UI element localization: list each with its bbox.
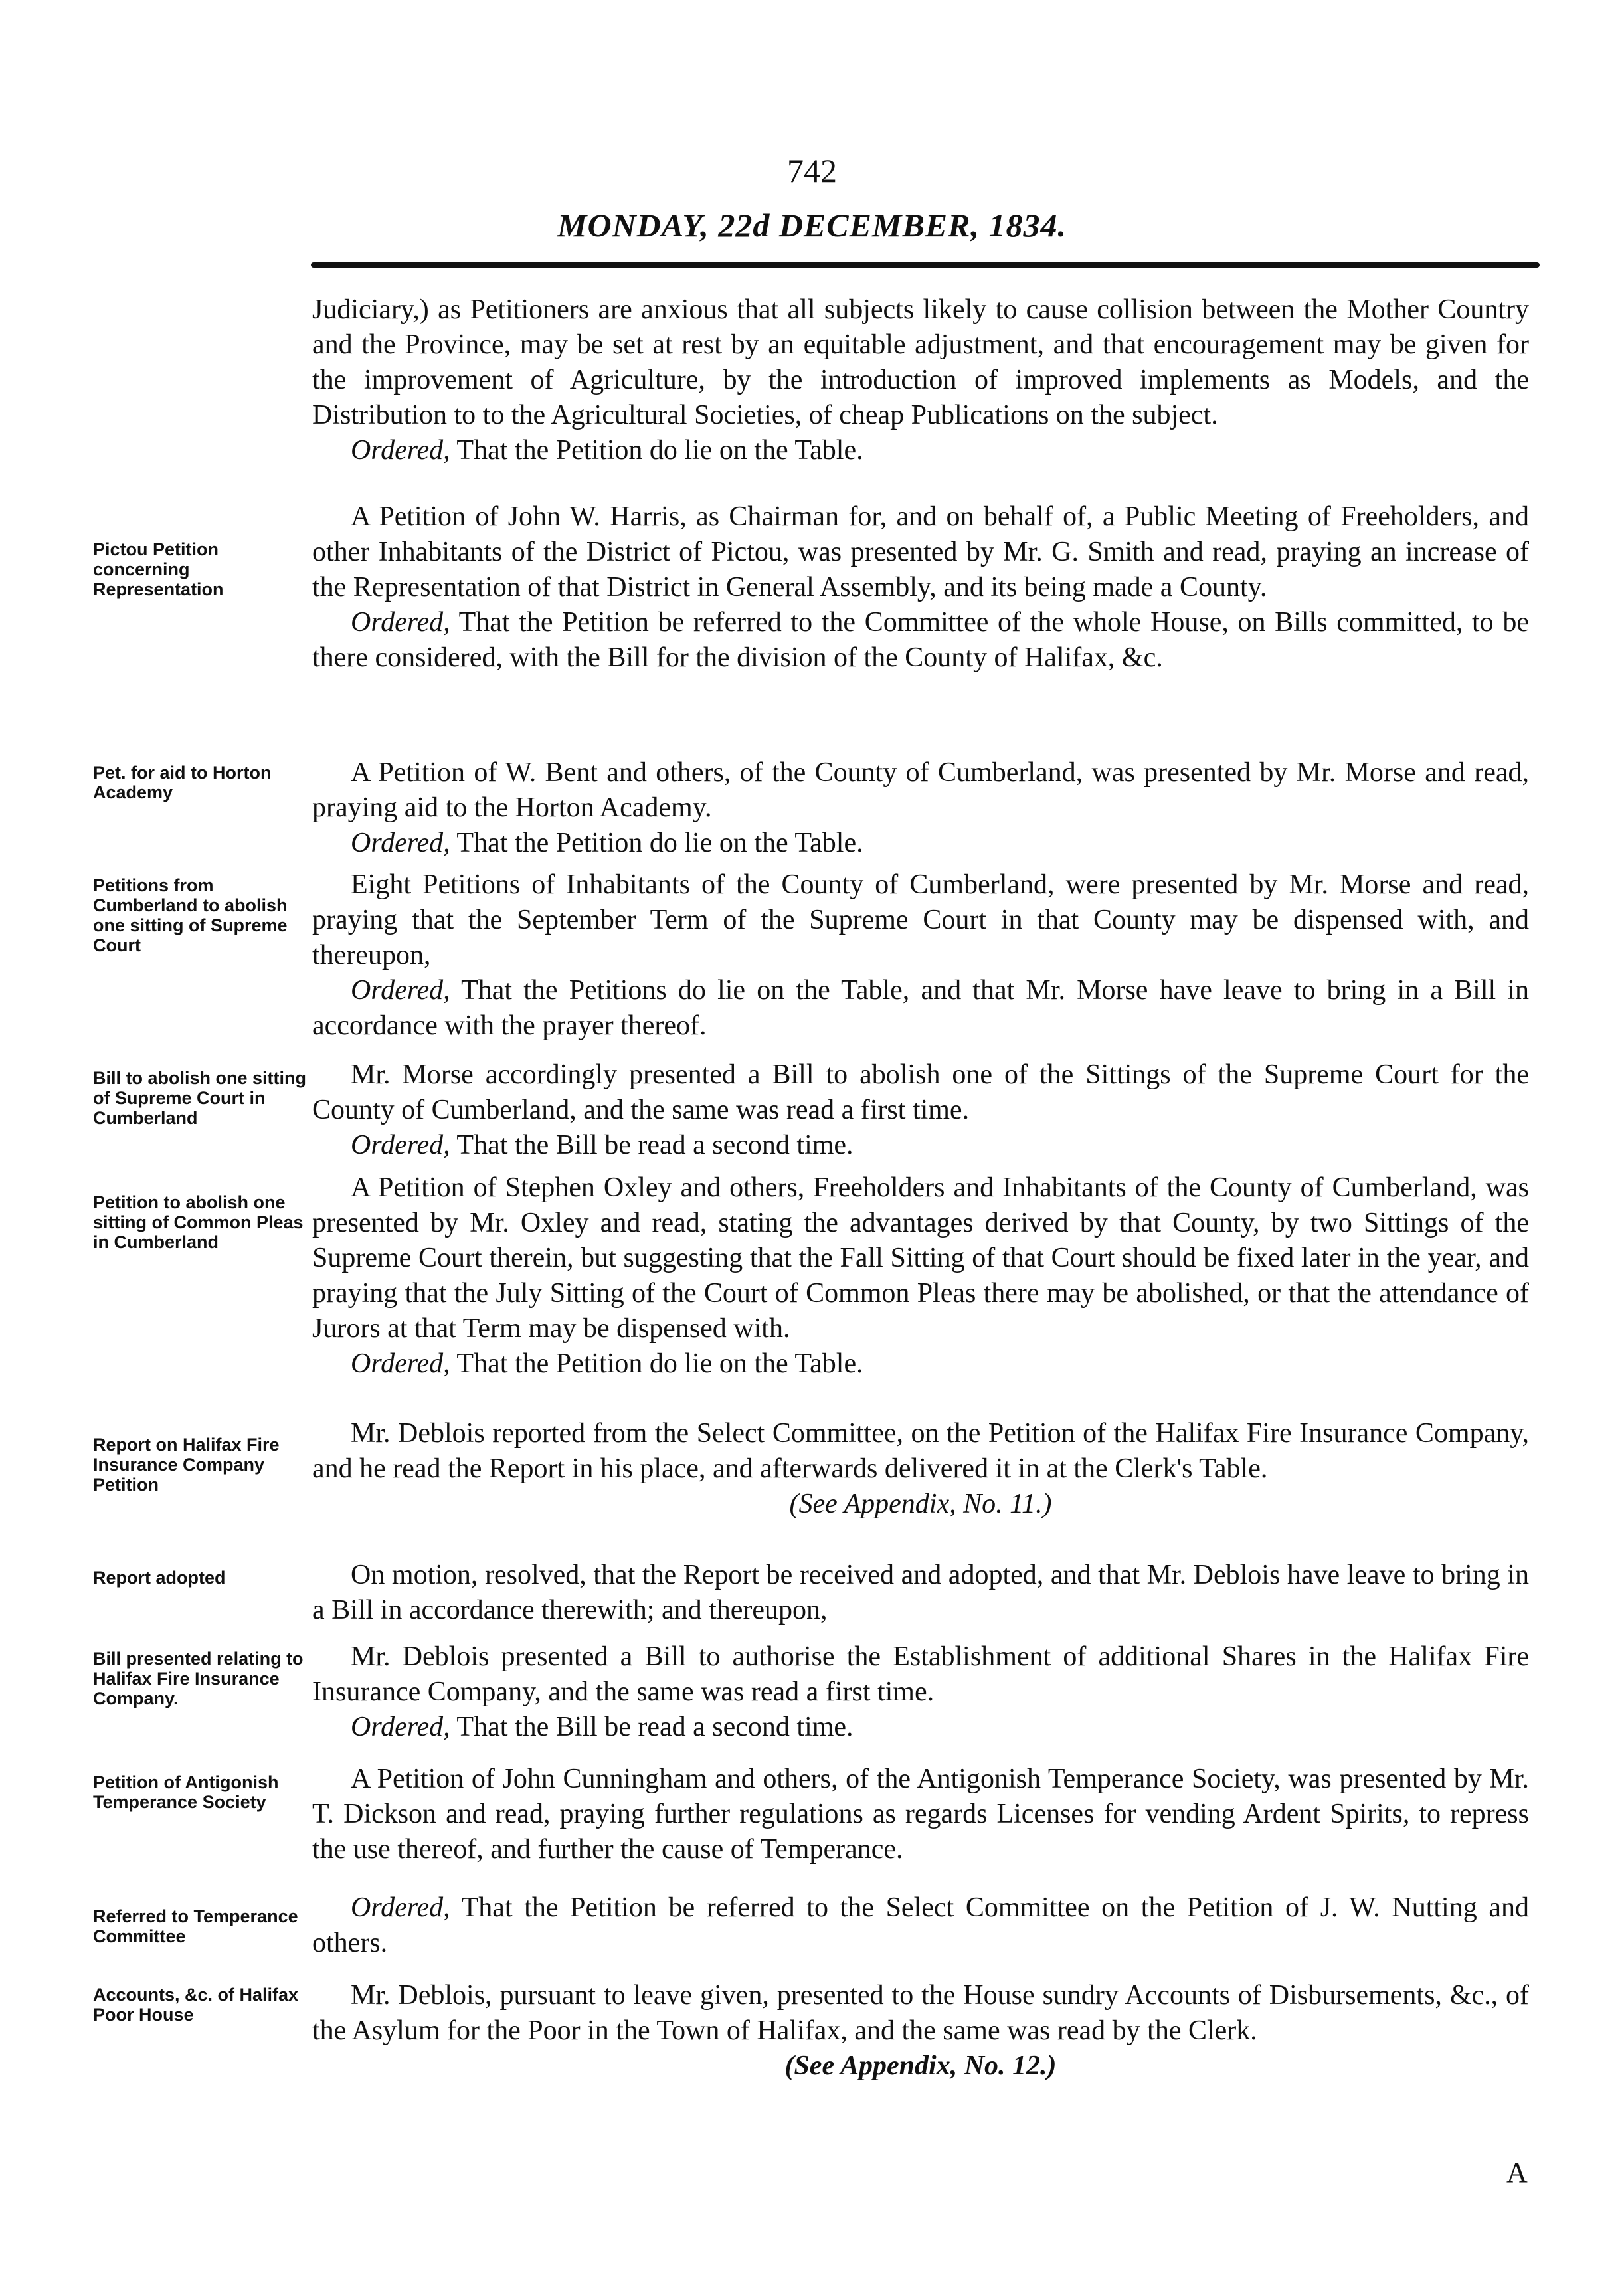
entry-report-adopted (312, 1558, 1529, 1628)
margin-note: Petition to abolish one sitting of Common Pleas in Cumberland (93, 1192, 304, 1252)
entry-pictou-petition (312, 500, 1529, 676)
ordered-word: Ordered, (351, 1130, 450, 1160)
ordered-text: That the Petition be referred to the Select Committee on the Petition of J. W. Nutting and others. (312, 1892, 1529, 1958)
ordered-text: That the Bill be read a second time. (450, 1712, 854, 1742)
ordered-text: That the Petition do lie on the Table. (450, 1348, 863, 1379)
ordered-line (312, 973, 1529, 1044)
margin-note: Bill to abolish one sitting of Supreme Court in Cumberland (93, 1068, 306, 1128)
entry-judiciary (312, 292, 1529, 468)
ordered-line (312, 605, 1529, 676)
entry-text: Mr. Deblois presented a Bill to authorise the Establishment of additional Shares in the Halifax Fire Insurance Company, and the same was read a first time. (312, 1641, 1529, 1707)
entry-text: A Petition of W. Bent and others, of the County of Cumberland, was presented by Mr. Morse and read, praying aid to the Horton Academy. (312, 757, 1529, 823)
ordered-text: That the Petition be referred to the Committee of the whole House, on Bills committed, to be there considered, with the Bill for the division of the County of Halifax, &c. (312, 607, 1529, 673)
entry-fire-insurance-bill (312, 1639, 1529, 1745)
entry-temperance-referral (312, 1890, 1529, 1961)
ordered-line (312, 1710, 1529, 1745)
margin-note: Report on Halifax Fire Insurance Company Petition (93, 1435, 280, 1495)
ordered-text: That the Petitions do lie on the Table, and that Mr. Morse have leave to bring in a Bill in accordance with the prayer thereof. (312, 975, 1529, 1041)
ordered-line (312, 1346, 1529, 1382)
ordered-text: That the Petition do lie on the Table. (450, 828, 863, 858)
ordered-line (312, 826, 1529, 861)
ordered-word: Ordered, (351, 828, 450, 858)
ordered-word: Ordered, (351, 607, 450, 638)
ordered-word: Ordered, (351, 975, 450, 1006)
entry-text: Judiciary,) as Petitioners are anxious that all subjects likely to cause collision between the Mother Country and the Province, may be set at rest by an equitable adjustment, and that encouragement may be given for the improvement of Agriculture, by the introduction of improved implements as Models, and the Distribution to to the Agricultural Societies, of cheap Publications on the subject. (312, 294, 1529, 430)
ordered-word: Ordered, (351, 1892, 450, 1923)
entry-text: A Petition of John W. Harris, as Chairman for, and on behalf of, a Public Meeting of Freeholders, and other Inhabitants of the District of Pictou, was presented by Mr. G. Smith and read, praying an increase of the Representation of that District in General Assembly, and its being made a County. (312, 502, 1529, 602)
margin-note: Report adopted (93, 1568, 226, 1588)
margin-note: Petition of Antigonish Temperance Society (93, 1772, 279, 1812)
ordered-line (312, 433, 1529, 468)
margin-note: Bill presented relating to Halifax Fire Insurance Company. (93, 1649, 304, 1708)
margin-note: Pet. for aid to Horton Academy (93, 763, 272, 802)
margin-note: Accounts, &c. of Halifax Poor House (93, 1985, 299, 2025)
margin-note: Referred to Temperance Committee (93, 1906, 298, 1946)
ordered-line (312, 1890, 1529, 1961)
ordered-word: Ordered, (351, 1712, 450, 1742)
page-number: 742 (787, 152, 837, 189)
entry-cumberland-petitions (312, 868, 1529, 1044)
entry-fire-insurance-report (312, 1416, 1529, 1522)
entry-text: On motion, resolved, that the Report be received and adopted, and that Mr. Deblois have leave to bring in a Bill in accordance therewith; and thereupon, (312, 1560, 1529, 1625)
margin-note: Petitions from Cumberland to abolish one sitting of Supreme Court (93, 875, 288, 955)
signature-mark: A (1506, 2156, 1528, 2189)
entry-common-pleas-petition (312, 1170, 1529, 1382)
see-appendix-11: (See Appendix, No. 11.) (789, 1489, 1052, 1519)
header-rule (311, 262, 1540, 268)
entry-poor-house-accounts (312, 1978, 1529, 2084)
entry-text: A Petition of Stephen Oxley and others, Freeholders and Inhabitants of the County of Cumberland, was presented by Mr. Oxley and read, stating the advantages derived by that County, by two Sittings of the Supreme Court therein, but suggesting that the Fall Sitting of that Court should be fixed later in the year, and praying that the July Sitting of the Court of Common Pleas there may be abolished, or that the attendance of Jurors at that Term may be dispensed with. (312, 1172, 1529, 1344)
entry-text: Mr. Deblois, pursuant to leave given, presented to the House sundry Accounts of Disbursements, &c., of the Asylum for the Poor in the Town of Halifax, and the same was read by the Clerk. (312, 1980, 1529, 2046)
entry-antigonish-petition (312, 1762, 1529, 1867)
ordered-word: Ordered, (351, 1348, 450, 1379)
entry-horton-academy (312, 755, 1529, 861)
entry-text: A Petition of John Cunningham and others, of the Antigonish Temperance Society, was presented by Mr. T. Dickson and read, praying further regulations as regards Licenses for vending Ardent Spirits, to repress the use thereof, and further the cause of Temperance. (312, 1764, 1529, 1865)
margin-note: Pictou Petition concerning Representation (93, 539, 224, 599)
ordered-word: Ordered, (351, 435, 450, 466)
entry-text: Mr. Morse accordingly presented a Bill to abolish one of the Sittings of the Supreme Court for the County of Cumberland, and the same was read a first time. (312, 1059, 1529, 1125)
see-appendix-12: (See Appendix, No. 12.) (784, 2051, 1057, 2081)
ordered-text: That the Bill be read a second time. (450, 1130, 854, 1160)
entry-text: Eight Petitions of Inhabitants of the County of Cumberland, were presented by Mr. Morse and read, praying that the September Term of the Supreme Court in that County may be dispensed with, and thereupon, (312, 870, 1529, 970)
ordered-line (312, 1128, 1529, 1163)
entry-bill-supreme-court (312, 1057, 1529, 1163)
ordered-text: That the Petition do lie on the Table. (450, 435, 863, 466)
page-date: MONDAY, 22d DECEMBER, 1834. (557, 207, 1067, 244)
entry-text: Mr. Deblois reported from the Select Committee, on the Petition of the Halifax Fire Insurance Company, and he read the Report in his place, and afterwards delivered it in at the Clerk's Table. (312, 1418, 1529, 1484)
